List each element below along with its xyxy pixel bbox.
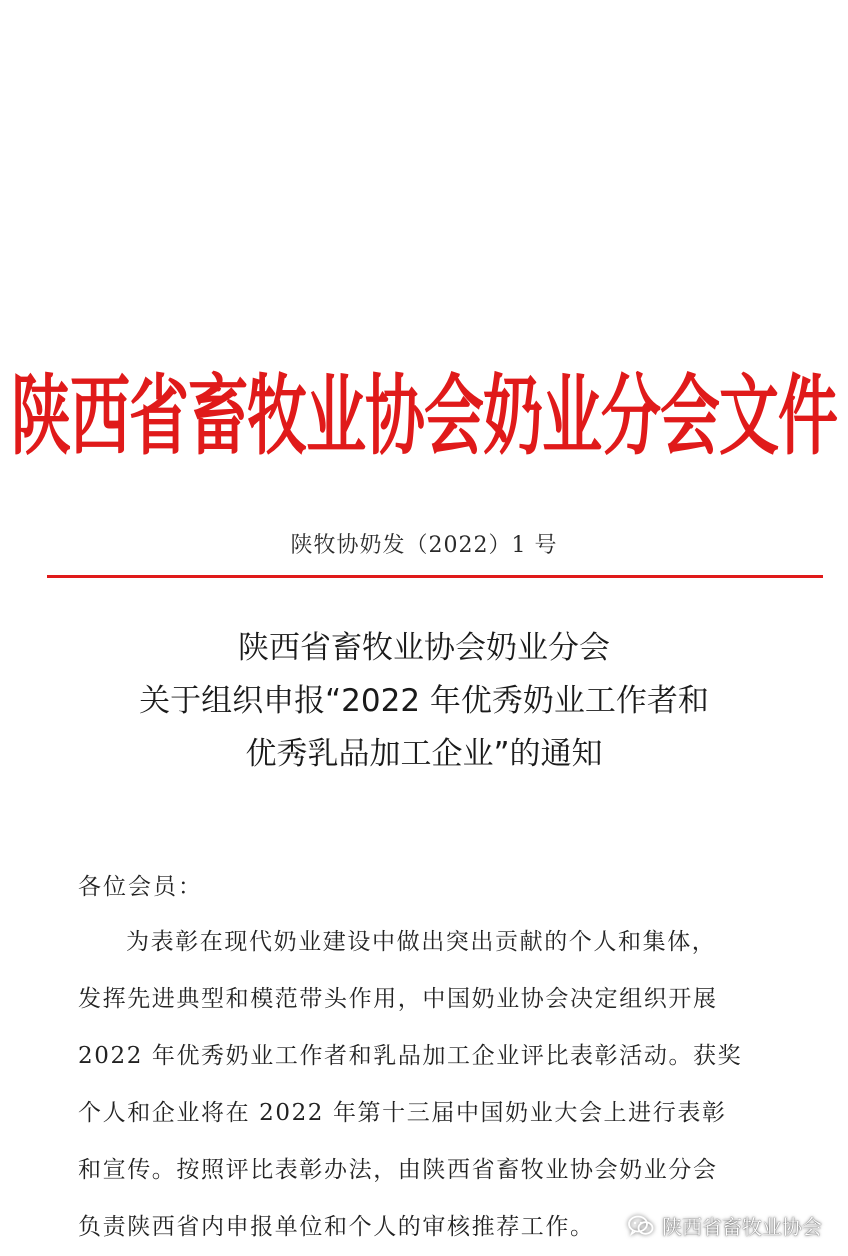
document-masthead: 陕西省畜牧业协会奶业分会文件: [11, 366, 837, 468]
document-number: 陕牧协奶发（2022）1 号: [290, 533, 558, 558]
paragraph-line: 为表彰在现代奶业建设中做出突出贡献的个人和集体，: [126, 929, 717, 955]
wechat-watermark: [628, 1211, 822, 1240]
paragraph-line: 发挥先进典型和模范带头作用，中国奶业协会决定组织开展: [78, 986, 718, 1012]
watermark-label: 陕西省畜牧业协会: [662, 1215, 822, 1239]
notice-body: [78, 866, 778, 1256]
wechat-icon: [628, 1215, 654, 1237]
title-line: 关于组织申报“2022 年优秀奶业工作者和: [139, 683, 709, 719]
title-line: 陕西省畜牧业协会奶业分会: [238, 630, 610, 666]
notice-title: [0, 622, 848, 781]
title-line: 优秀乳品加工企业”的通知: [245, 736, 603, 772]
red-divider: [47, 575, 823, 578]
paragraph-line: 和宣传。按照评比表彰办法，由陕西省畜牧业协会奶业分会: [78, 1157, 718, 1183]
paragraph-line: 2022 年优秀奶业工作者和乳品加工企业评比表彰活动。获奖: [78, 1043, 743, 1069]
paragraph-line: 负责陕西省内申报单位和个人的审核推荐工作。: [78, 1214, 595, 1240]
paragraph-line: 个人和企业将在 2022 年第十三届中国奶业大会上进行表彰: [78, 1100, 727, 1126]
salutation: 各位会员：: [78, 874, 203, 900]
